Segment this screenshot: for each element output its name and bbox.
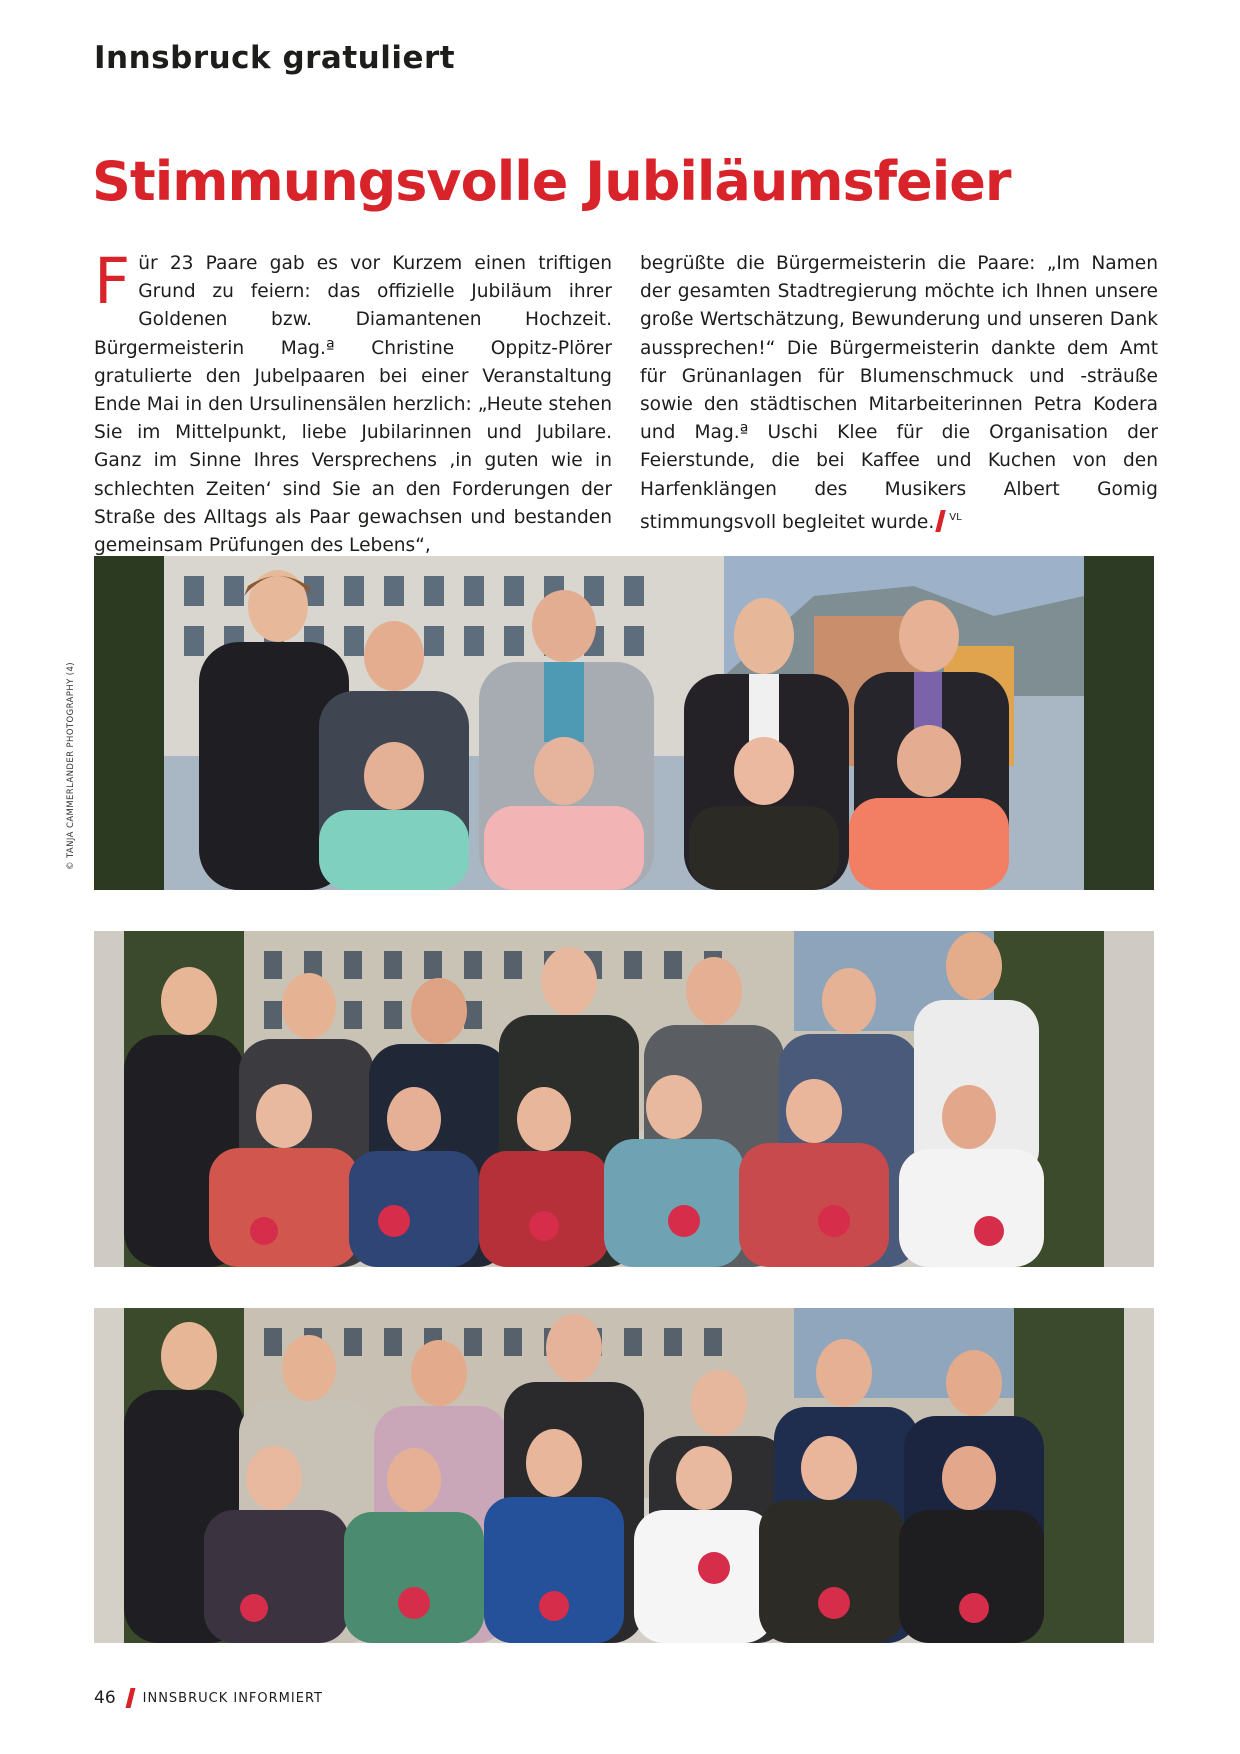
group-photo-3 bbox=[94, 1308, 1154, 1643]
footer-slash-icon bbox=[125, 1688, 135, 1708]
magazine-name: INNSBRUCK INFORMIERT bbox=[142, 1690, 323, 1706]
group-photo-2 bbox=[94, 931, 1154, 1267]
page-number: 46 bbox=[94, 1688, 116, 1708]
author-initials: VL bbox=[949, 511, 962, 523]
article-text-left: ür 23 Paare gab es vor Kurzem einen triftigen Grund zu feiern: das offizielle Jubiläum ihrer Goldenen bzw. Diamantenen Hochzeit. Bürgermeisterin Mag.ª Christine Oppitz-Plörer gratulierte den Jubelpaaren bei einer Veranstaltung Ende Mai in den Ursulinensälen herzlich: „Heute stehen Sie im Mittelpunkt, liebe Jubilarinnen und Jubilare. Ganz im Sinne Ihres Versprechens ‚in guten wie in schlechten Zeiten‘ sind Sie an den Forderungen der Straße des Alltags als Paar gewachsen und bestanden gemeinsam Prüfungen des Lebens“, bbox=[94, 253, 612, 557]
article-headline: Stimmungsvolle Jubiläumsfeier bbox=[92, 150, 1011, 213]
photo-credit: © TANJA CAMMERLANDER PHOTOGRAPHY (4) bbox=[66, 661, 76, 870]
page-footer bbox=[94, 1688, 323, 1708]
end-mark-icon bbox=[936, 510, 946, 532]
drop-cap: F bbox=[94, 245, 131, 318]
group-photo-1 bbox=[94, 556, 1154, 890]
article-column-left bbox=[94, 245, 612, 560]
article-text-right: begrüßte die Bürgermeisterin die Paare: „Im Namen der gesamten Stadtregierung möchte ich Ihnen unsere große Wertschätzung, Bewunderung und unseren Dank aussprechen!“ Die Bürgermeisterin dankte dem Amt für Grünanlagen für Blumenschmuck und -sträuße sowie den städtischen Mitarbeiterinnen Petra Kodera und Mag.ª Uschi Klee für die Organisation der Feierstunde, die bei Kaffee und Kuchen von den Harfenklängen des Musikers Albert Gomig stimmungsvoll begleitet wurde. bbox=[640, 253, 1158, 533]
article-column-right bbox=[640, 250, 1158, 537]
section-title: Innsbruck gratuliert bbox=[94, 40, 456, 76]
